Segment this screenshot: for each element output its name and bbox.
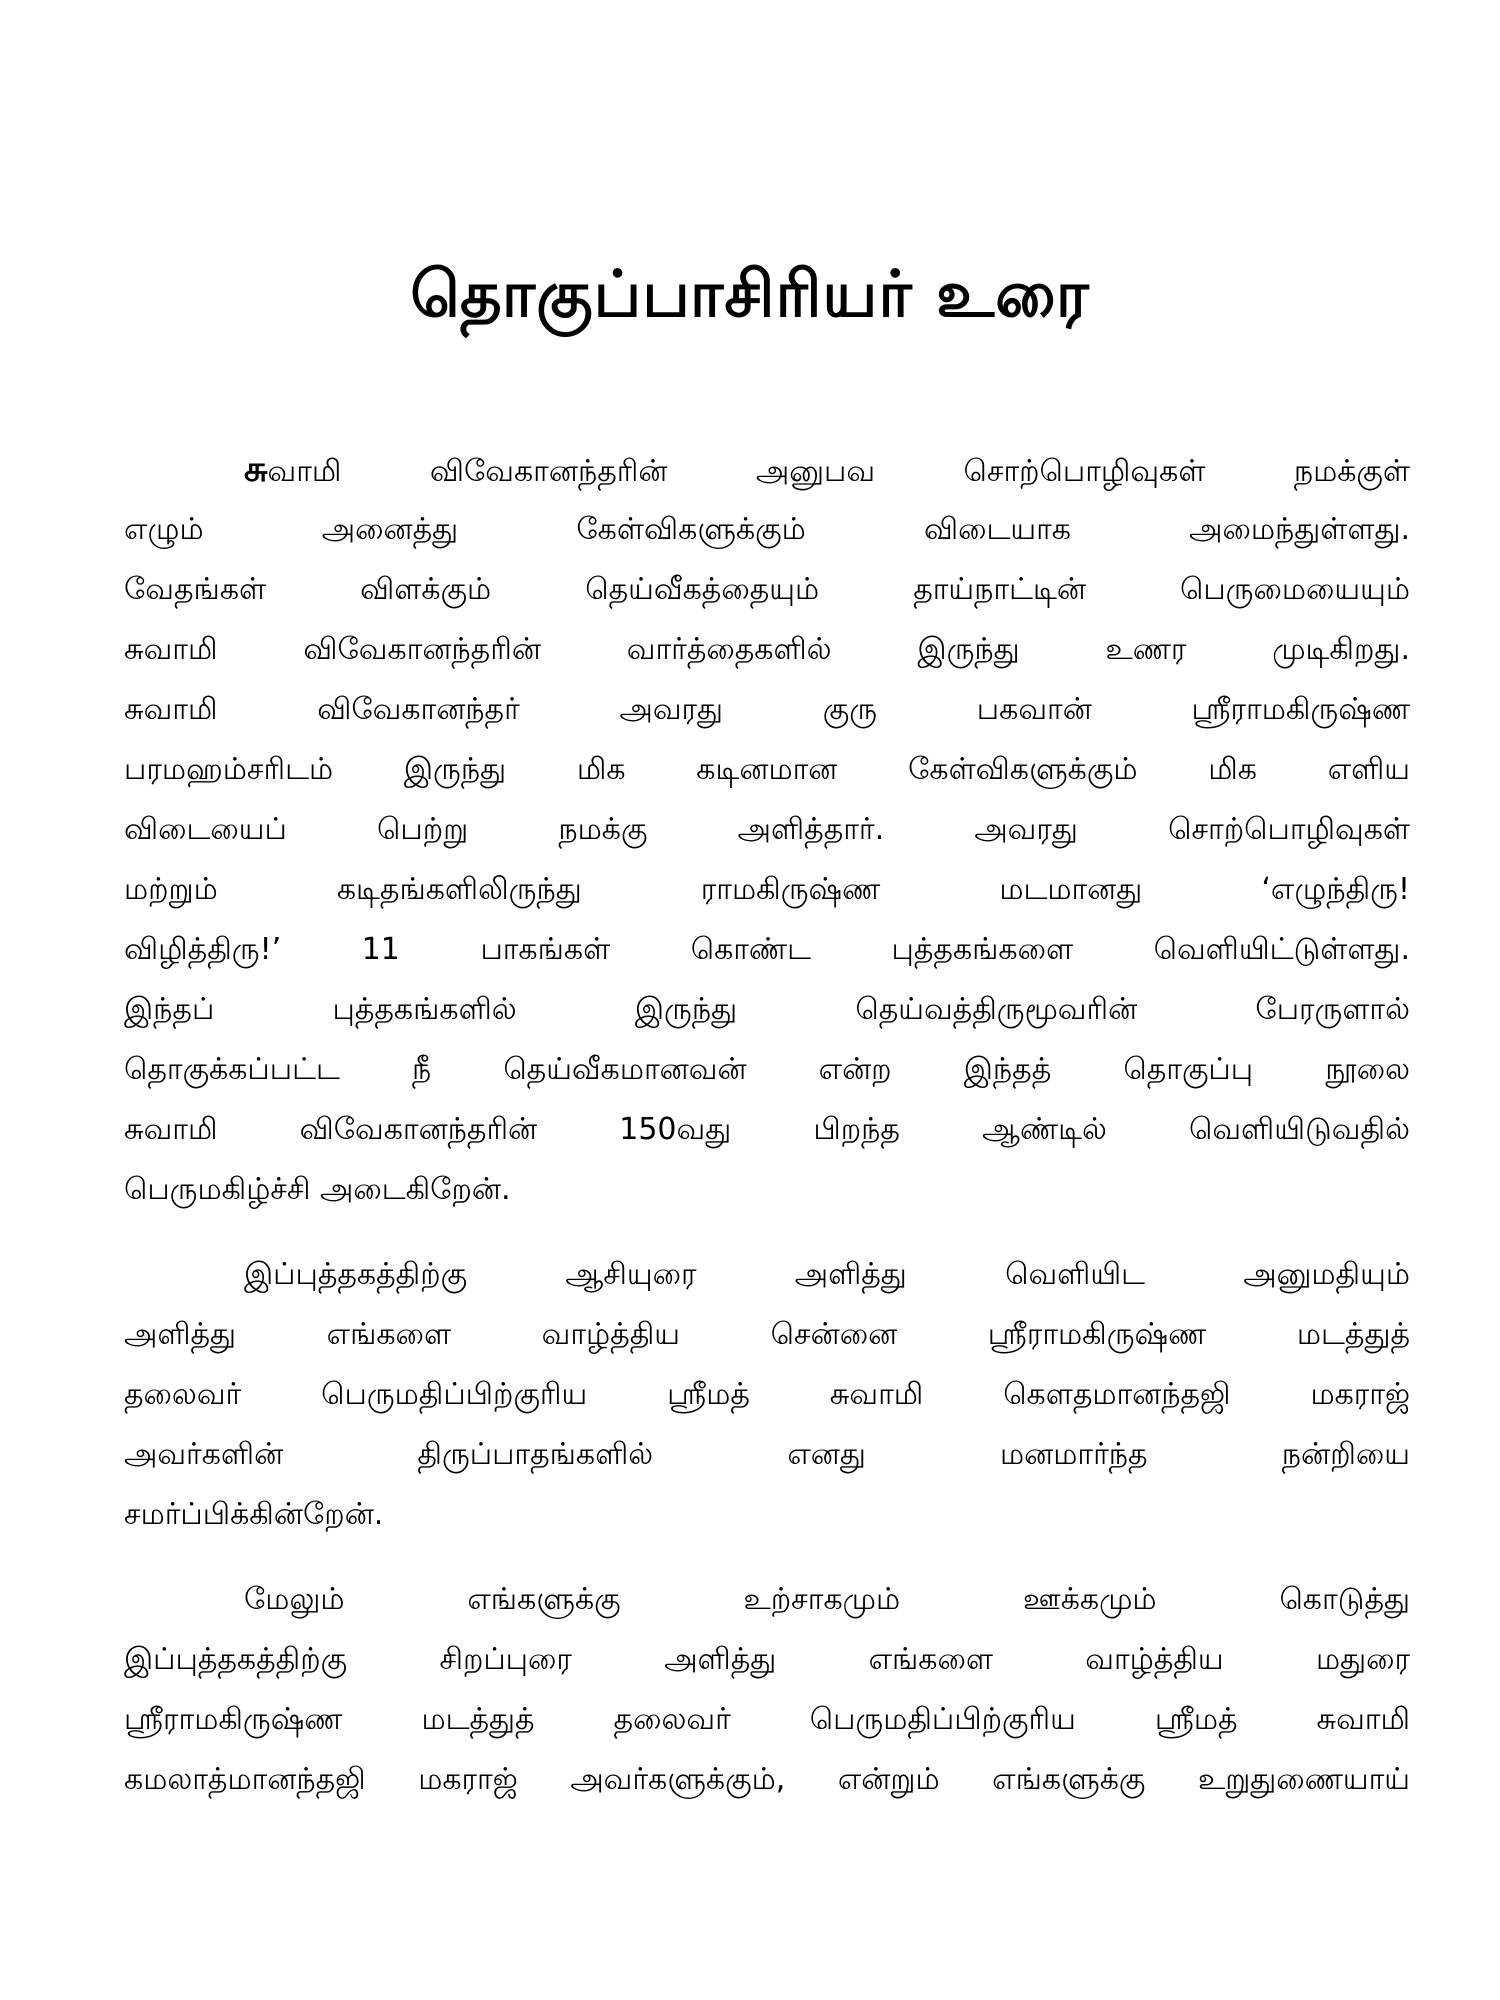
text-line: இப்புத்தகத்திற்கு ஆசியுரை அளித்து வெளியிட அனுமதியும்	[244, 1257, 1410, 1292]
text-line: எழும் அனைத்து கேள்விகளுக்கும் விடையாக அமைந்துள்ளது.	[124, 512, 1410, 547]
text-line: மேலும் எங்களுக்கு உற்சாகமும் ஊக்கமும் கொடுத்து	[244, 1582, 1410, 1617]
text-line: வேதங்கள் விளக்கும் தெய்வீகத்தையும் தாய்நாட்டின் பெருமையையும்	[124, 572, 1410, 607]
text-line: இந்தப் புத்தகங்களில் இருந்து தெய்வத்திருமூவரின் பேரருளால்	[124, 992, 1410, 1027]
text-line: அவர்களின் திருப்பாதங்களில் எனது மனமார்ந்த நன்றியை	[124, 1437, 1410, 1472]
paragraph-3	[124, 1570, 1410, 1810]
text-line: விழித்திரு!’ 11 பாகங்கள் கொண்ட புத்தகங்களை வெளியிட்டுள்ளது.	[124, 932, 1410, 967]
drop-cap: சு	[244, 449, 268, 490]
text-line: தலைவர் பெருமதிப்பிற்குரிய ஸ்ரீமத் சுவாமி கௌதமானந்தஜி மகராஜ்	[124, 1377, 1410, 1412]
paragraph-2	[124, 1245, 1410, 1545]
text-line: சமர்ப்பிக்கின்றேன்.	[124, 1497, 384, 1532]
text-line: சுவாமி விவேகானந்தரின் வார்த்தைகளில் இருந்து உணர முடிகிறது.	[124, 632, 1410, 667]
text-line: இப்புத்தகத்திற்கு சிறப்புரை அளித்து எங்களை வாழ்த்திய மதுரை	[124, 1642, 1410, 1677]
text-line: பெருமகிழ்ச்சி அடைகிறேன்.	[124, 1172, 511, 1207]
text-line: விடையைப் பெற்று நமக்கு அளித்தார். அவரது சொற்பொழிவுகள்	[124, 812, 1410, 847]
page-title: தொகுப்பாசிரியர் உரை	[410, 258, 1090, 332]
text-line: தொகுக்கப்பட்ட நீ தெய்வீகமானவன் என்ற இந்தத் தொகுப்பு நூலை	[124, 1052, 1410, 1087]
text-line: கமலாத்மானந்தஜி மகராஜ் அவர்களுக்கும், என்றும் எங்களுக்கு உறுதுணையாய்	[124, 1762, 1410, 1797]
paragraph-1	[124, 440, 1410, 1220]
text-line: சுவாமி விவேகானந்தரின் 150வது பிறந்த ஆண்டில் வெளியிடுவதில்	[124, 1112, 1410, 1147]
text-line: சுவாமி விவேகானந்தரின் அனுபவ சொற்பொழிவுகள் நமக்குள்	[244, 449, 1410, 490]
text-line: அளித்து எங்களை வாழ்த்திய சென்னை ஸ்ரீராமகிருஷ்ண மடத்துத்	[124, 1317, 1410, 1352]
text-line: பரமஹம்சரிடம் இருந்து மிக கடினமான கேள்விகளுக்கும் மிக எளிய	[124, 752, 1410, 787]
text-line: சுவாமி விவேகானந்தர் அவரது குரு பகவான் ஸ்ரீராமகிருஷ்ண	[124, 692, 1410, 727]
text-line: ஸ்ரீராமகிருஷ்ண மடத்துத் தலைவர் பெருமதிப்பிற்குரிய ஸ்ரீமத் சுவாமி	[124, 1702, 1410, 1737]
text-line: மற்றும் கடிதங்களிலிருந்து ராமகிருஷ்ண மடமானது ‘எழுந்திரு!	[124, 872, 1410, 907]
